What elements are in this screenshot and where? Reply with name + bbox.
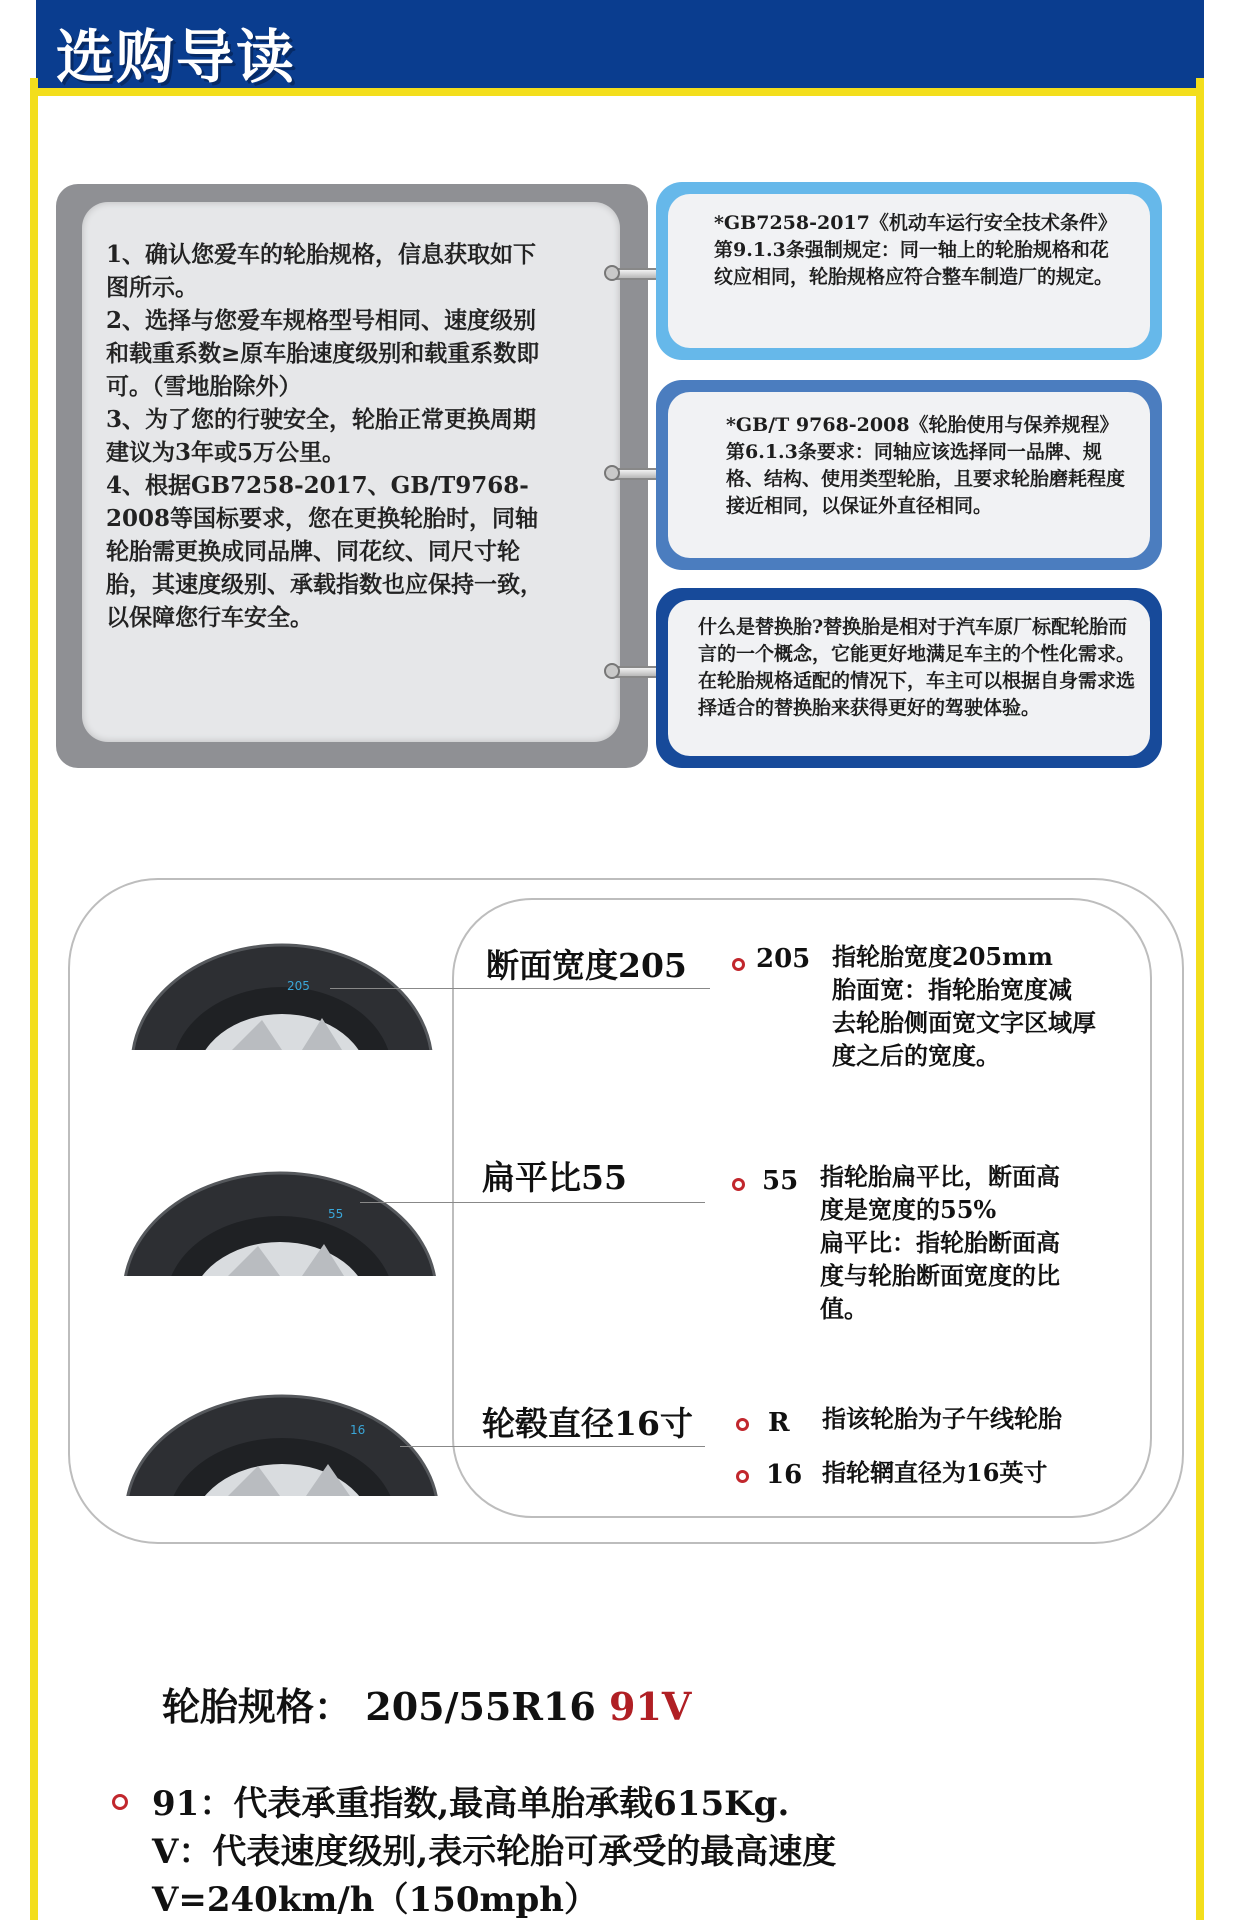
spec-line-ratio (360, 1202, 705, 1203)
guide-text (106, 238, 556, 634)
desc-rim-r: 指该轮胎为子午线轮胎 (822, 1404, 1062, 1433)
speed-value-line: V=240km/h（150mph） (152, 1880, 598, 1920)
note-gb9768-text: *GB/T 9768-2008《轮胎使用与保养规程》第6.1.3条要求：同轴应该选择同一品牌、规格、结构、使用类型轮胎，且要求轮胎磨耗程度接近相同，以保证外直径相同。 (726, 414, 1126, 517)
guide-item-1: 1、确认您爱车的轮胎规格，信息获取如下图所示。 (106, 241, 537, 301)
note-replacement-tire (656, 588, 1162, 768)
bullet-icon (736, 1418, 749, 1431)
desc-ratio-2: 度是宽度的55% (820, 1195, 997, 1224)
tire-sidewall-55: 55 (328, 1207, 344, 1221)
desc-ratio-3: 扁平比：指轮胎断面高 (820, 1228, 1060, 1257)
code-205: 205 (756, 944, 811, 974)
bullet-icon (736, 1470, 749, 1483)
spec-line-width (330, 988, 710, 989)
bullet-icon (112, 1794, 128, 1810)
tire-image-rim (110, 1392, 454, 1496)
load-index-line: 91：代表承重指数,最高单胎承载615Kg. (152, 1784, 790, 1824)
page-title: 选购导读 (56, 23, 297, 91)
desc-width-4: 度之后的宽度。 (832, 1041, 1000, 1070)
bullet-icon (732, 958, 745, 971)
note-gb7258 (656, 182, 1162, 360)
note-gb9768 (656, 380, 1162, 570)
code-r: R (768, 1408, 790, 1438)
spec-label-rim: 轮毂直径16寸 (482, 1404, 693, 1443)
tire-image-ratio (108, 1168, 452, 1276)
desc-width-2: 胎面宽：指轮胎宽度减 (832, 975, 1072, 1004)
guide-item-2: 2、选择与您爱车规格型号相同、速度级别和载重系数≥原车胎速度级别和载重系数即可。（雪地胎除外） (106, 307, 540, 400)
speed-rating-line: V：代表速度级别,表示轮胎可承受的最高速度 (152, 1832, 837, 1872)
tire-spec-summary (162, 1676, 691, 1731)
desc-ratio-4: 度与轮胎断面宽度的比 (820, 1261, 1060, 1290)
spec-label-width: 断面宽度205 (486, 946, 687, 985)
note-replacement-text: 什么是替换胎?替换胎是相对于汽车原厂标配轮胎而言的一个概念，它能更好地满足车主的个性化需求。在轮胎规格适配的情况下，车主可以根据自身需求选择适合的替换胎来获得更好的驾驶体验。 (698, 616, 1136, 719)
tire-spec-label: 轮胎规格： (162, 1684, 353, 1729)
tire-spec-index: 91V (609, 1684, 692, 1729)
code-16: 16 (766, 1460, 803, 1490)
spec-line-rim (400, 1446, 705, 1447)
tire-spec-size: 205/55R16 (365, 1684, 596, 1729)
spec-label-ratio: 扁平比55 (482, 1158, 627, 1197)
guide-item-3: 3、为了您的行驶安全，轮胎正常更换周期建议为3年或5万公里。 (106, 406, 537, 466)
desc-width-3: 去轮胎侧面宽文字区域厚 (832, 1008, 1096, 1037)
code-55: 55 (762, 1166, 799, 1196)
bullet-icon (732, 1178, 745, 1191)
desc-rim-16: 指轮辋直径为16英寸 (822, 1458, 1048, 1487)
tire-sidewall-16: 16 (350, 1423, 366, 1437)
guide-panel (56, 184, 648, 768)
tire-sidewall-205: 205 (287, 979, 310, 993)
desc-ratio-1: 指轮胎扁平比，断面高 (820, 1162, 1060, 1191)
note-gb7258-text: *GB7258-2017《机动车运行安全技术条件》第9.1.3条强制规定：同一轴上的轮胎规格和花纹应相同，轮胎规格应符合整车制造厂的规定。 (714, 212, 1117, 288)
desc-ratio-5: 值。 (820, 1294, 868, 1323)
guide-item-4: 4、根据GB7258-2017、GB/T9768-2008等国标要求，您在更换轮胎时，同轴轮胎需更换成同品牌、同花纹、同尺寸轮胎，其速度级别、承载指数也应保持一致，以保障您行车安全。 (106, 472, 543, 631)
desc-width-1: 指轮胎宽度205mm (832, 942, 1053, 971)
tire-image-width (112, 940, 452, 1050)
